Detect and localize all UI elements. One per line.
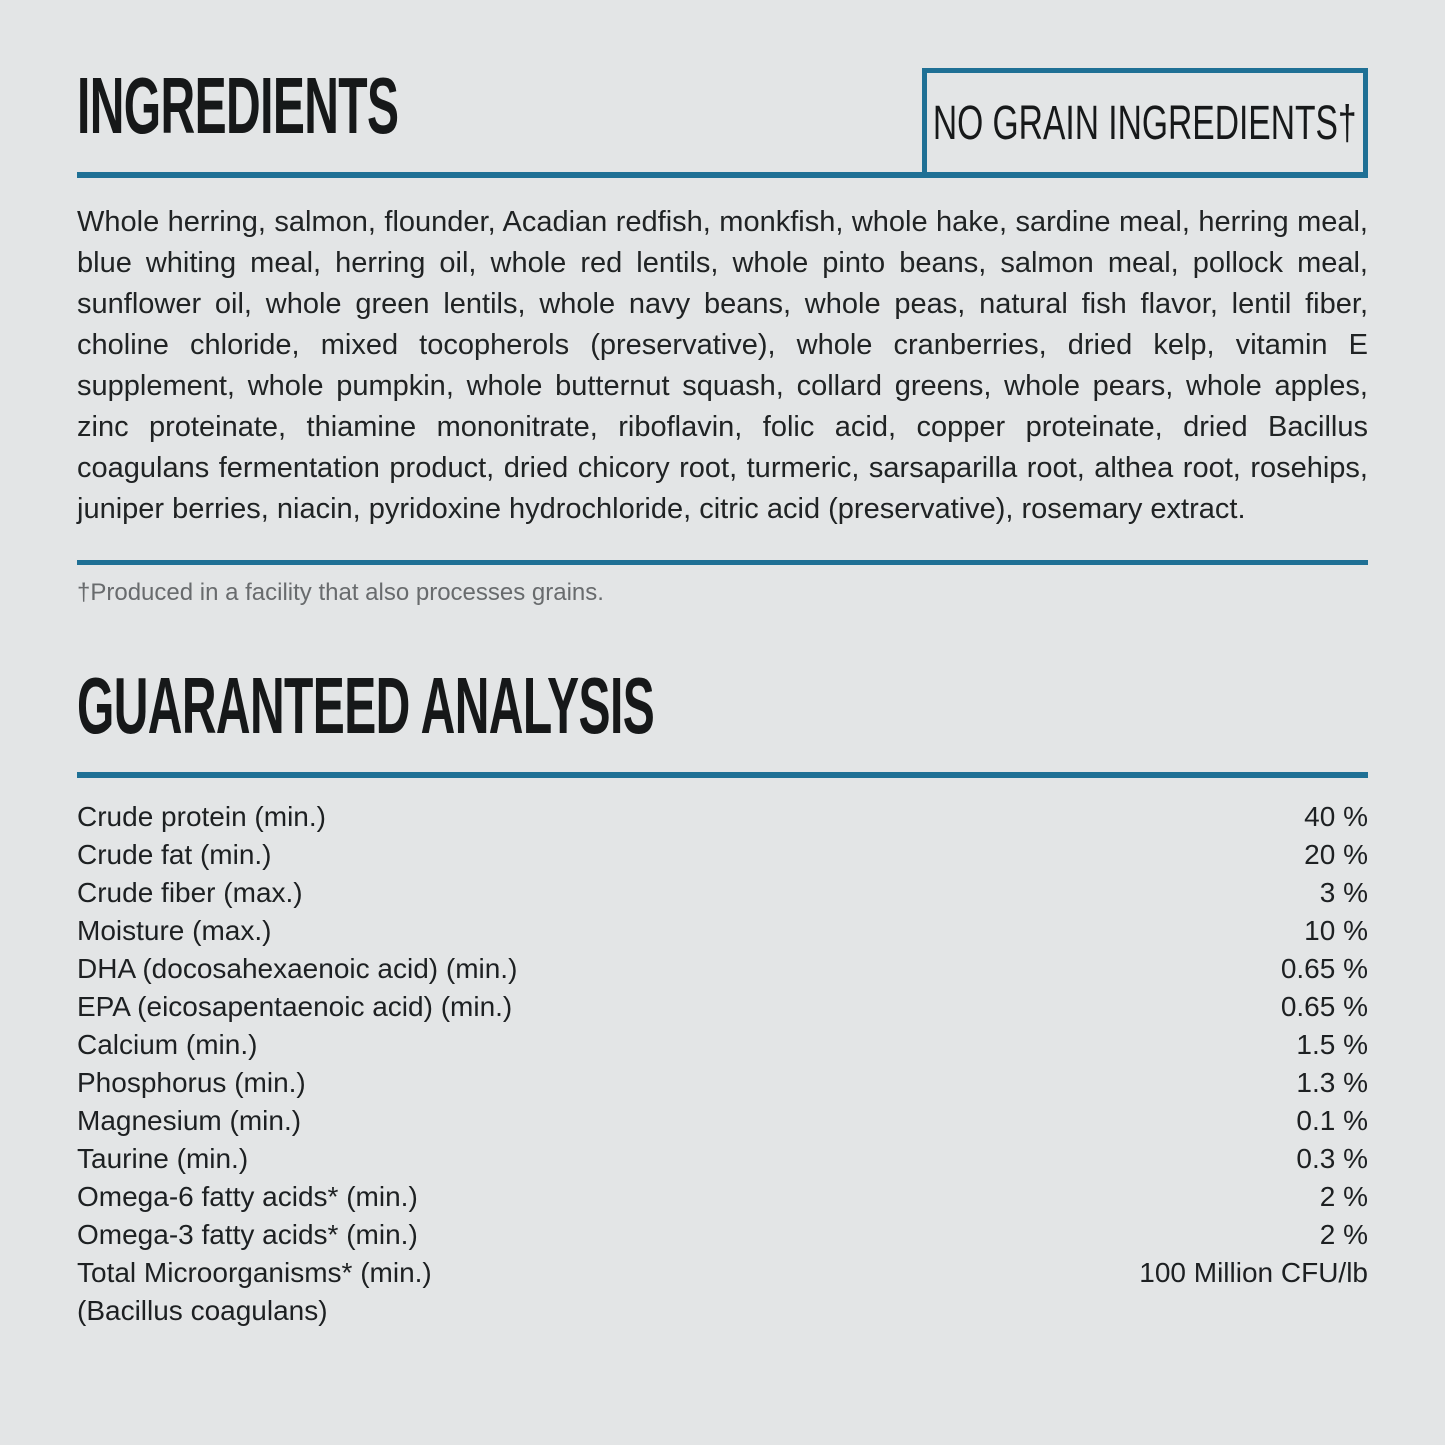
analysis-row	[77, 836, 1368, 874]
analysis-row	[77, 912, 1368, 950]
guaranteed-analysis-title: GUARANTEED ANALYSIS	[77, 661, 655, 750]
analysis-row	[77, 874, 1368, 912]
analysis-value: 2 %	[1319, 1219, 1368, 1250]
guaranteed-analysis-header	[77, 658, 1368, 778]
analysis-row	[77, 988, 1368, 1026]
analysis-value: 20 %	[1304, 839, 1368, 870]
analysis-label: Magnesium (min.)	[77, 1105, 302, 1136]
analysis-value: 2 %	[1319, 1181, 1368, 1212]
analysis-label: Omega-6 fatty acids* (min.)	[77, 1181, 418, 1212]
analysis-label: Crude fiber (max.)	[77, 877, 303, 908]
no-grain-badge-box	[922, 68, 1368, 178]
analysis-value: 1.3 %	[1296, 1067, 1368, 1098]
analysis-label: EPA (eicosapentaenoic acid) (min.)	[77, 991, 513, 1022]
analysis-label: Omega-3 fatty acids* (min.)	[77, 1219, 418, 1250]
analysis-value: 0.3 %	[1296, 1143, 1368, 1174]
analysis-label: Total Microorganisms* (min.)	[77, 1257, 432, 1288]
analysis-row	[77, 950, 1368, 988]
grain-facility-footnote: †Produced in a facility that also processes grains.	[77, 579, 604, 606]
analysis-row	[77, 1026, 1368, 1064]
analysis-row	[77, 1216, 1368, 1254]
analysis-value: 0.1 %	[1296, 1105, 1368, 1136]
analysis-value: 0.65 %	[1280, 953, 1368, 984]
analysis-label: (Bacillus coagulans)	[77, 1295, 328, 1326]
analysis-value: 10 %	[1304, 915, 1368, 946]
analysis-row	[77, 1292, 1368, 1330]
analysis-value: 3 %	[1319, 877, 1368, 908]
analysis-label: Crude protein (min.)	[77, 801, 326, 832]
analysis-row	[77, 1064, 1368, 1102]
analysis-row	[77, 1102, 1368, 1140]
analysis-row	[77, 798, 1368, 836]
analysis-label: Phosphorus (min.)	[77, 1067, 306, 1098]
analysis-row	[77, 1178, 1368, 1216]
footnote-divider	[77, 560, 1368, 565]
no-grain-badge-text: NO GRAIN INGREDIENTS†	[933, 96, 1357, 150]
analysis-row	[77, 1254, 1368, 1292]
analysis-value: 100 Million CFU/lb	[1139, 1257, 1368, 1288]
ingredients-header	[77, 58, 1368, 178]
analysis-label: Moisture (max.)	[77, 915, 272, 946]
analysis-value: 1.5 %	[1296, 1029, 1368, 1060]
ingredients-title: INGREDIENTS	[77, 61, 399, 150]
analysis-label: Calcium (min.)	[77, 1029, 258, 1060]
analysis-table	[77, 798, 1368, 1330]
analysis-label: Taurine (min.)	[77, 1143, 249, 1174]
ingredients-paragraph: Whole herring, salmon, flounder, Acadian redfish, monkfish, whole hake, sardine meal, herring meal, blue whiting meal, herring oil, whole red lentils, whole pinto beans, salmon meal, pollock meal, sunflower oil, whole green lentils, whole navy beans, whole peas, natural fish flavor, lentil fiber, choline chloride, mixed tocopherols (preservative), whole cranberries, dried kelp, vitamin E supplement, whole pumpkin, whole butternut squash, collard greens, whole pears, whole apples, zinc proteinate, thiamine mononitrate, riboflavin, folic acid, copper proteinate, dried Bacillus coagulans fermentation product, dried chicory root, turmeric, sarsaparilla root, althea root, rosehips, juniper berries, niacin, pyridoxine hydrochloride, citric acid (preservative), rosemary extract.	[77, 206, 1368, 525]
analysis-value: 0.65 %	[1280, 991, 1368, 1022]
analysis-label: DHA (docosahexaenoic acid) (min.)	[77, 953, 518, 984]
analysis-value: 40 %	[1304, 801, 1368, 832]
analysis-label: Crude fat (min.)	[77, 839, 272, 870]
analysis-row	[77, 1140, 1368, 1178]
